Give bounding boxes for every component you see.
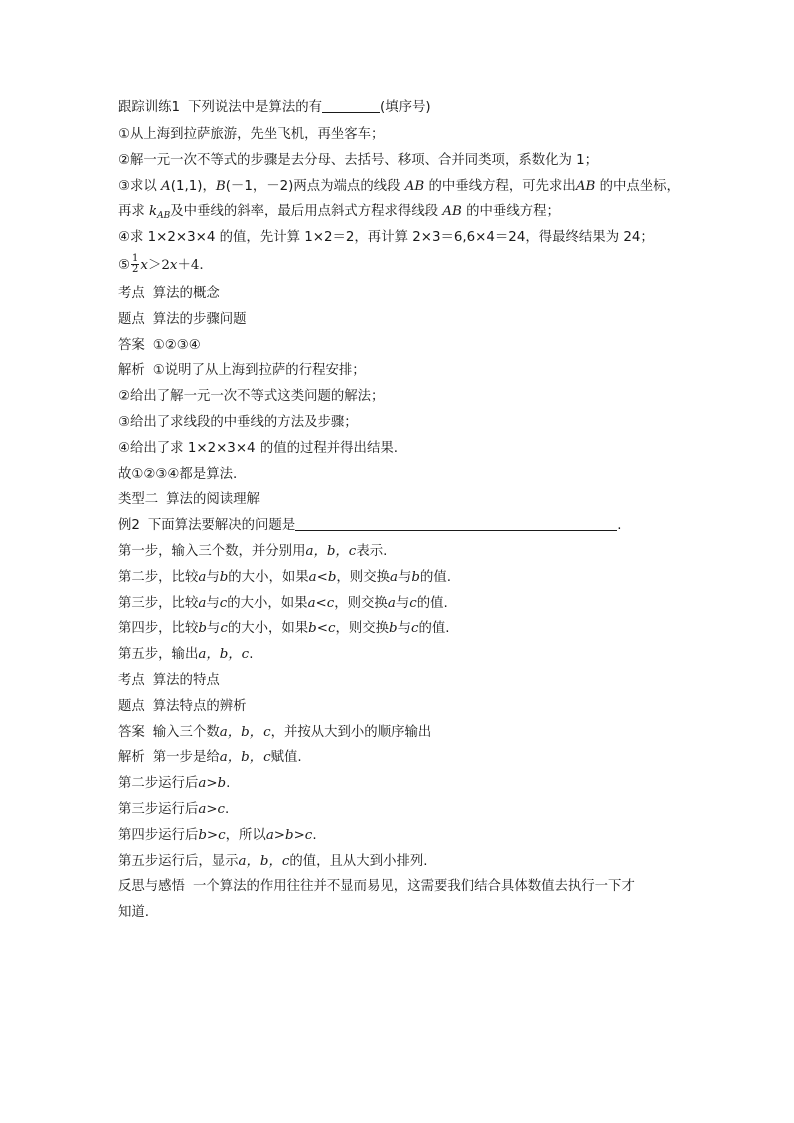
text: 的中垂线方程，可先求出 xyxy=(424,178,576,194)
text: 与 xyxy=(397,569,412,585)
math-var: AB xyxy=(575,178,596,194)
tidian-1 xyxy=(118,307,678,333)
math-var: x xyxy=(140,257,148,273)
math-var: a，b，c xyxy=(219,724,271,740)
math-var: a，b，c xyxy=(219,750,271,766)
text: ，则交换 xyxy=(335,621,390,637)
fraction-denominator: 2 xyxy=(132,264,139,276)
text: . xyxy=(225,801,230,817)
text: 与 xyxy=(397,621,411,637)
value: 算法的特点 xyxy=(152,672,220,688)
exercise-hint: (填序号) xyxy=(380,100,431,115)
answer-blank xyxy=(322,98,380,113)
math-expr: a>b>c xyxy=(265,827,313,843)
value: ，并按从大到小的顺序输出 xyxy=(270,724,432,740)
text: 第四步，比较 xyxy=(118,621,199,637)
step-1 xyxy=(118,539,678,565)
example-question: 下面算法要解决的问题是 xyxy=(147,518,296,534)
value: 一个算法的作用往往并不显而易见，这需要我们结合具体数值去执行一下才 xyxy=(192,879,635,895)
text: ，则交换 xyxy=(334,595,388,611)
text: . xyxy=(312,827,317,843)
math-var: AB xyxy=(442,204,462,220)
math-var: a，b，c xyxy=(305,543,357,559)
text: 第三步运行后 xyxy=(118,801,199,817)
math-var: a，b，c xyxy=(198,647,250,663)
text: 的大小，如果 xyxy=(227,621,309,637)
math-var: B xyxy=(215,178,226,194)
math-expr: b>c xyxy=(198,827,226,843)
value: 算法的阅读理解 xyxy=(166,492,260,508)
text: 与 xyxy=(206,595,220,611)
option-4: ④求 1×2×3×4 的值，先计算 1×2＝2，再计算 2×3＝6,6×4＝24，得最终结果为 24； xyxy=(118,230,654,246)
reflection-line-1 xyxy=(118,874,678,900)
option-2: ②解一元一次不等式的步骤是去分母、去括号、移项、合并同类项，系数化为 1； xyxy=(118,152,599,168)
math-var: a xyxy=(387,595,396,611)
text: 第四步运行后 xyxy=(118,827,199,843)
text: ③求以 xyxy=(118,178,162,194)
fraction-numerator: 1 xyxy=(132,253,139,265)
option-1: ①从上海到拉萨旅游，先坐飞机，再坐客车； xyxy=(118,127,385,142)
label: 答案 xyxy=(118,337,145,353)
jiexi-1 xyxy=(118,358,678,384)
math-var: a xyxy=(389,569,398,585)
example-tag: 例2 xyxy=(118,518,140,534)
text: . xyxy=(249,647,254,663)
text: 第二步运行后 xyxy=(118,776,199,792)
jiexi-2-5 xyxy=(118,849,678,875)
option-3-line-1 xyxy=(118,174,678,200)
math-var: a xyxy=(198,595,207,611)
text: 再求 xyxy=(118,204,150,220)
answer-2 xyxy=(118,720,678,746)
jiexi-2-1 xyxy=(118,745,678,771)
label: 类型二 xyxy=(118,492,159,508)
text: . xyxy=(226,776,231,792)
text: 第一步，输入三个数，并分别用 xyxy=(118,543,306,559)
step-5 xyxy=(118,642,678,668)
text: 与 xyxy=(206,569,220,585)
text: (－1，－2)两点为端点的线段 xyxy=(225,178,405,194)
label: 考点 xyxy=(118,285,145,301)
text: ，所以 xyxy=(225,827,266,843)
math-var: a，b，c xyxy=(238,853,290,869)
exercise-1-title xyxy=(118,94,678,122)
math-var: b xyxy=(219,569,229,585)
label: 反思与感悟 xyxy=(118,879,185,895)
value: 算法的概念 xyxy=(152,285,220,301)
text: (1,1)， xyxy=(170,178,216,194)
text: ⑤ xyxy=(118,257,131,273)
text: ＞2 xyxy=(147,257,170,273)
jiexi-4: ④给出了求 1×2×3×4 的值的过程并得出结果. xyxy=(118,440,398,456)
math-var: b xyxy=(198,621,207,637)
text: 的值，且从大到小排列. xyxy=(289,853,428,869)
label: 题点 xyxy=(118,311,145,327)
tidian-2 xyxy=(118,694,678,720)
text: 的中垂线方程； xyxy=(461,204,560,220)
text: 第三步，比较 xyxy=(118,595,199,611)
answer-1 xyxy=(118,333,678,359)
label: 答案 xyxy=(118,724,145,740)
jiexi-2-3 xyxy=(118,797,678,823)
value: ①②③④ xyxy=(152,337,201,353)
step-3 xyxy=(118,591,678,617)
text: 的大小，如果 xyxy=(227,595,308,611)
text: 表示. xyxy=(356,543,388,559)
exercise-question: 下列说法中是算法的有 xyxy=(188,100,322,115)
math-expr: b<c xyxy=(308,621,336,637)
text: 第五步，输出 xyxy=(118,647,199,663)
label: 解析 xyxy=(118,363,145,379)
math-var: A xyxy=(161,178,171,194)
option-5 xyxy=(118,251,678,281)
jiexi-2-4 xyxy=(118,823,678,849)
math-var: AB xyxy=(404,178,425,194)
answer-blank xyxy=(295,516,617,531)
section-heading xyxy=(118,487,678,513)
step-2 xyxy=(118,565,678,591)
text: 第五步运行后，显示 xyxy=(118,853,239,869)
math-var: b xyxy=(411,569,420,585)
math-subscript: AB xyxy=(157,211,171,222)
text: ＋4. xyxy=(177,257,204,273)
math-expr: a<b xyxy=(308,569,337,585)
math-expr: a>b xyxy=(198,776,227,792)
math-var: c xyxy=(409,595,417,611)
math-var: k xyxy=(149,204,158,220)
text: 的大小，如果 xyxy=(228,569,309,585)
text: 赋值. xyxy=(270,750,302,766)
math-var: a xyxy=(198,569,207,585)
text: 与 xyxy=(395,595,410,611)
text: 的值. xyxy=(418,621,450,637)
text: 与 xyxy=(206,621,221,637)
reflection-line-2: 知道. xyxy=(118,905,150,921)
jiexi-2-2 xyxy=(118,771,678,797)
text: 的值. xyxy=(419,569,451,585)
value: ①说明了从上海到拉萨的行程安排； xyxy=(152,363,366,379)
kaodian-2 xyxy=(118,668,678,694)
label: 解析 xyxy=(118,750,145,766)
math-var: c xyxy=(219,595,228,611)
step-4 xyxy=(118,616,678,642)
value: 算法特点的辨析 xyxy=(152,698,247,714)
label: 题点 xyxy=(118,698,145,714)
jiexi-5: 故①②③④都是算法. xyxy=(118,466,238,482)
text: 及中垂线的斜率，最后用点斜式方程求得线段 xyxy=(170,204,443,220)
jiexi-2: ②给出了解一元一次不等式这类问题的解法； xyxy=(118,389,385,405)
math-expr: a<c xyxy=(307,595,335,611)
text: 第二步，比较 xyxy=(118,569,199,585)
value: 输入三个数 xyxy=(152,724,220,740)
text: ，则交换 xyxy=(336,569,390,585)
math-var: b xyxy=(389,621,398,637)
value: 算法的步骤问题 xyxy=(152,311,247,327)
jiexi-3: ③给出了求线段的中垂线的方法及步骤； xyxy=(118,414,358,430)
math-expr: a>c xyxy=(198,801,226,817)
option-3-line-2 xyxy=(118,199,678,225)
document-content xyxy=(118,94,678,926)
text: . xyxy=(617,518,622,534)
text: 的中点坐标， xyxy=(595,178,680,194)
text: 第一步是给 xyxy=(152,750,220,766)
kaodian-1 xyxy=(118,281,678,307)
text: 的值. xyxy=(416,595,448,611)
label: 考点 xyxy=(118,672,145,688)
exercise-tag: 跟踪训练1 xyxy=(118,100,181,115)
fraction xyxy=(131,254,139,275)
math-var: c xyxy=(220,621,228,637)
math-var: x xyxy=(169,257,178,273)
math-var: c xyxy=(410,621,419,637)
example-2-title xyxy=(118,513,678,539)
